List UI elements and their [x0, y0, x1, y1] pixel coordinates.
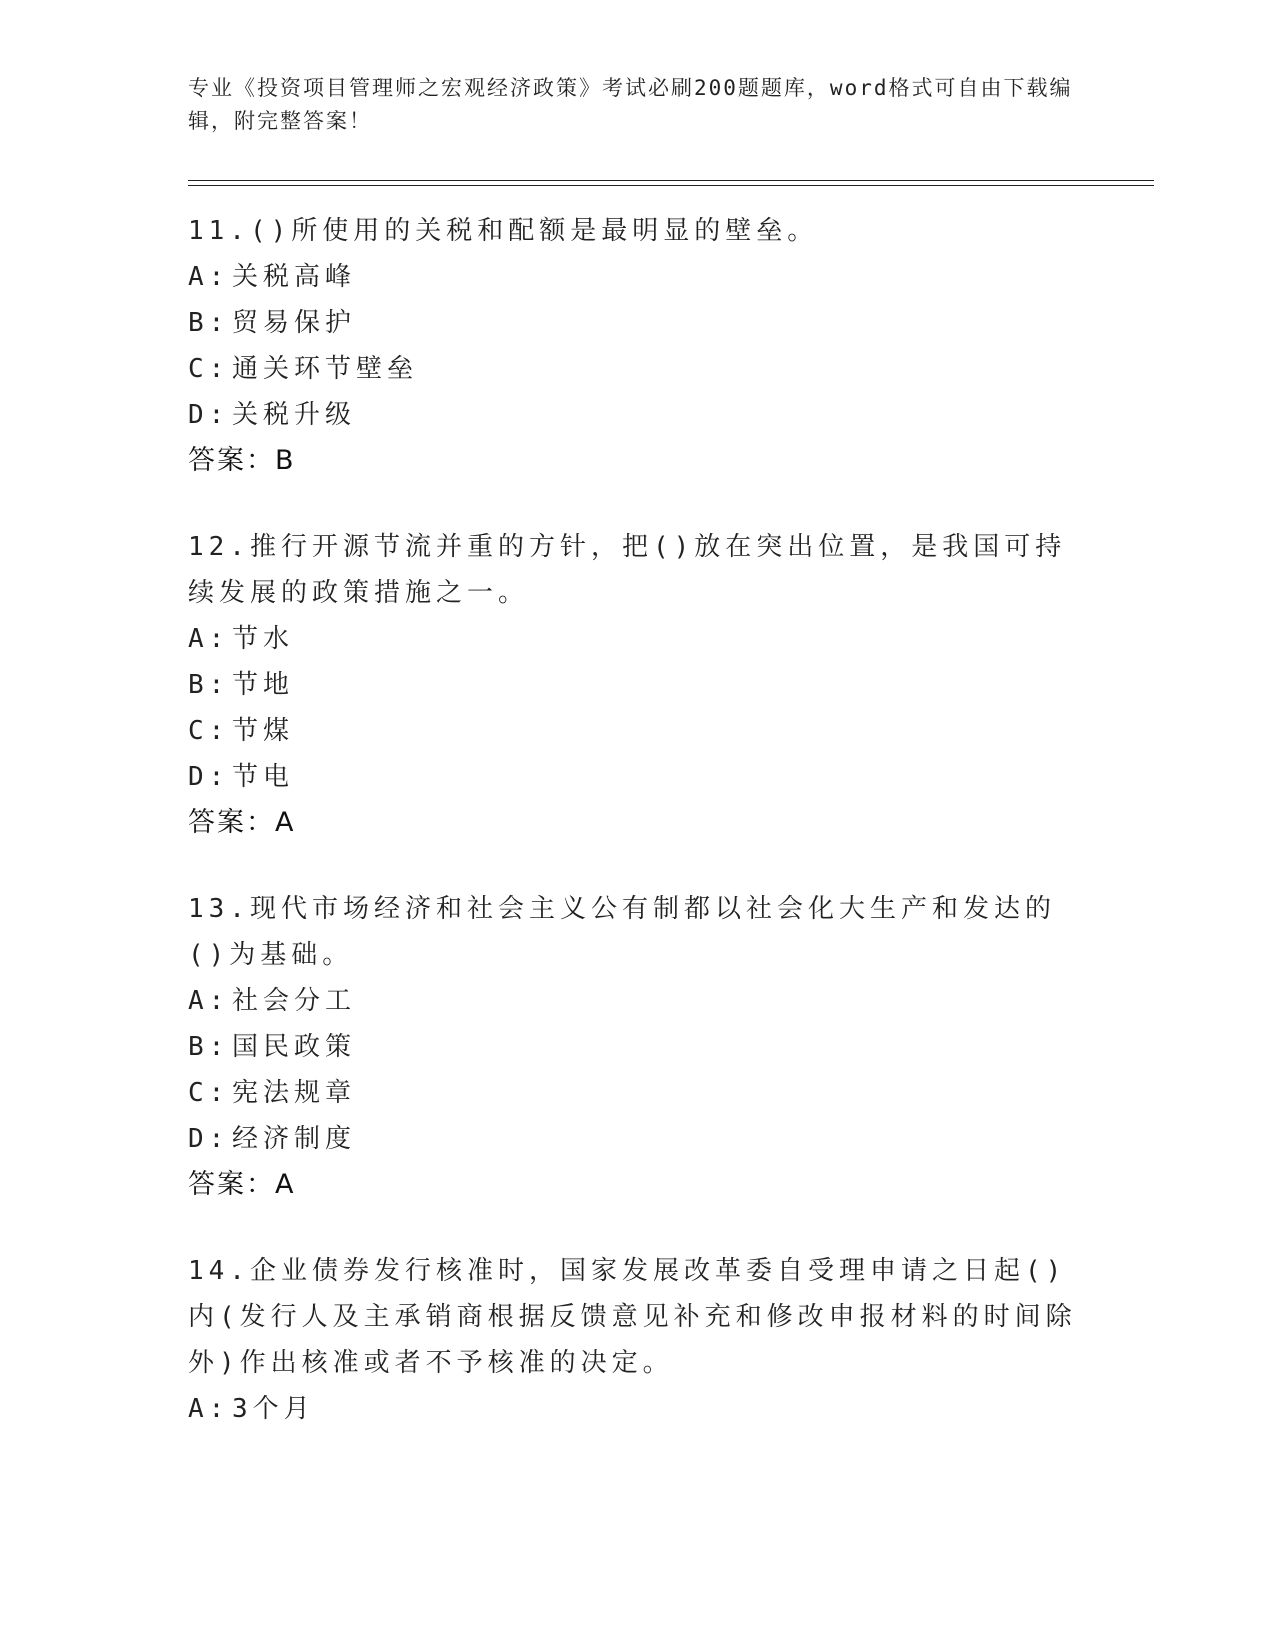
option-letter: D:: [188, 762, 230, 792]
header-divider-bottom: [188, 185, 1154, 186]
option-letter: D:: [188, 1124, 230, 1154]
option-text: 宪法规章: [232, 1078, 357, 1108]
option-text: 关税高峰: [232, 262, 357, 292]
option-a: [188, 1386, 1088, 1432]
option-letter: B:: [188, 1032, 230, 1062]
answer-line: 答案：A: [188, 807, 296, 838]
question-stem: 14.企业债券发行核准时，国家发展改革委自受理申请之日起()内(发行人及主承销商根据反馈意见补充和修改申报材料的时间除外)作出核准或者不予核准的决定。: [188, 1256, 1077, 1378]
option-a: [188, 978, 1088, 1024]
header-divider-top: [188, 180, 1154, 181]
option-letter: D:: [188, 400, 230, 430]
option-letter: A:: [188, 624, 230, 654]
option-b: [188, 662, 1088, 708]
option-b: [188, 300, 1088, 346]
option-a: [188, 616, 1088, 662]
option-letter: B:: [188, 308, 230, 338]
option-letter: C:: [188, 1078, 230, 1108]
option-letter: C:: [188, 716, 230, 746]
document-header: 专业《投资项目管理师之宏观经济政策》考试必刷200题题库，word格式可自由下载编辑，附完整答案！: [188, 76, 1073, 133]
option-b: [188, 1024, 1088, 1070]
option-text: 经济制度: [232, 1124, 357, 1154]
option-letter: C:: [188, 354, 230, 384]
option-text: 通关环节壁垒: [232, 354, 419, 384]
option-text: 社会分工: [232, 986, 357, 1016]
option-d: [188, 392, 1088, 438]
option-text: 3个月: [232, 1394, 315, 1424]
option-text: 关税升级: [232, 400, 357, 430]
answer-line: 答案：A: [188, 1169, 296, 1200]
option-text: 节水: [232, 624, 295, 654]
option-letter: B:: [188, 670, 230, 700]
answer-line: 答案：B: [188, 445, 296, 476]
question-item-11: [188, 208, 1088, 484]
question-stem: 11.()所使用的关税和配额是最明显的壁垒。: [188, 216, 819, 246]
option-text: 节电: [232, 762, 295, 792]
option-c: [188, 708, 1088, 754]
question-list: [188, 208, 1088, 1472]
question-stem: 13.现代市场经济和社会主义公有制都以社会化大生产和发达的()为基础。: [188, 894, 1056, 970]
option-letter: A:: [188, 986, 230, 1016]
option-c: [188, 346, 1088, 392]
option-letter: A:: [188, 1394, 230, 1424]
option-text: 国民政策: [232, 1032, 357, 1062]
question-item-14: [188, 1248, 1088, 1432]
option-d: [188, 754, 1088, 800]
option-text: 节地: [232, 670, 295, 700]
question-stem: 12.推行开源节流并重的方针，把()放在突出位置，是我国可持续发展的政策措施之一。: [188, 532, 1067, 608]
option-text: 贸易保护: [232, 308, 357, 338]
question-item-12: [188, 524, 1088, 846]
option-c: [188, 1070, 1088, 1116]
option-a: [188, 254, 1088, 300]
question-item-13: [188, 886, 1088, 1208]
option-letter: A:: [188, 262, 230, 292]
option-d: [188, 1116, 1088, 1162]
option-text: 节煤: [232, 716, 295, 746]
